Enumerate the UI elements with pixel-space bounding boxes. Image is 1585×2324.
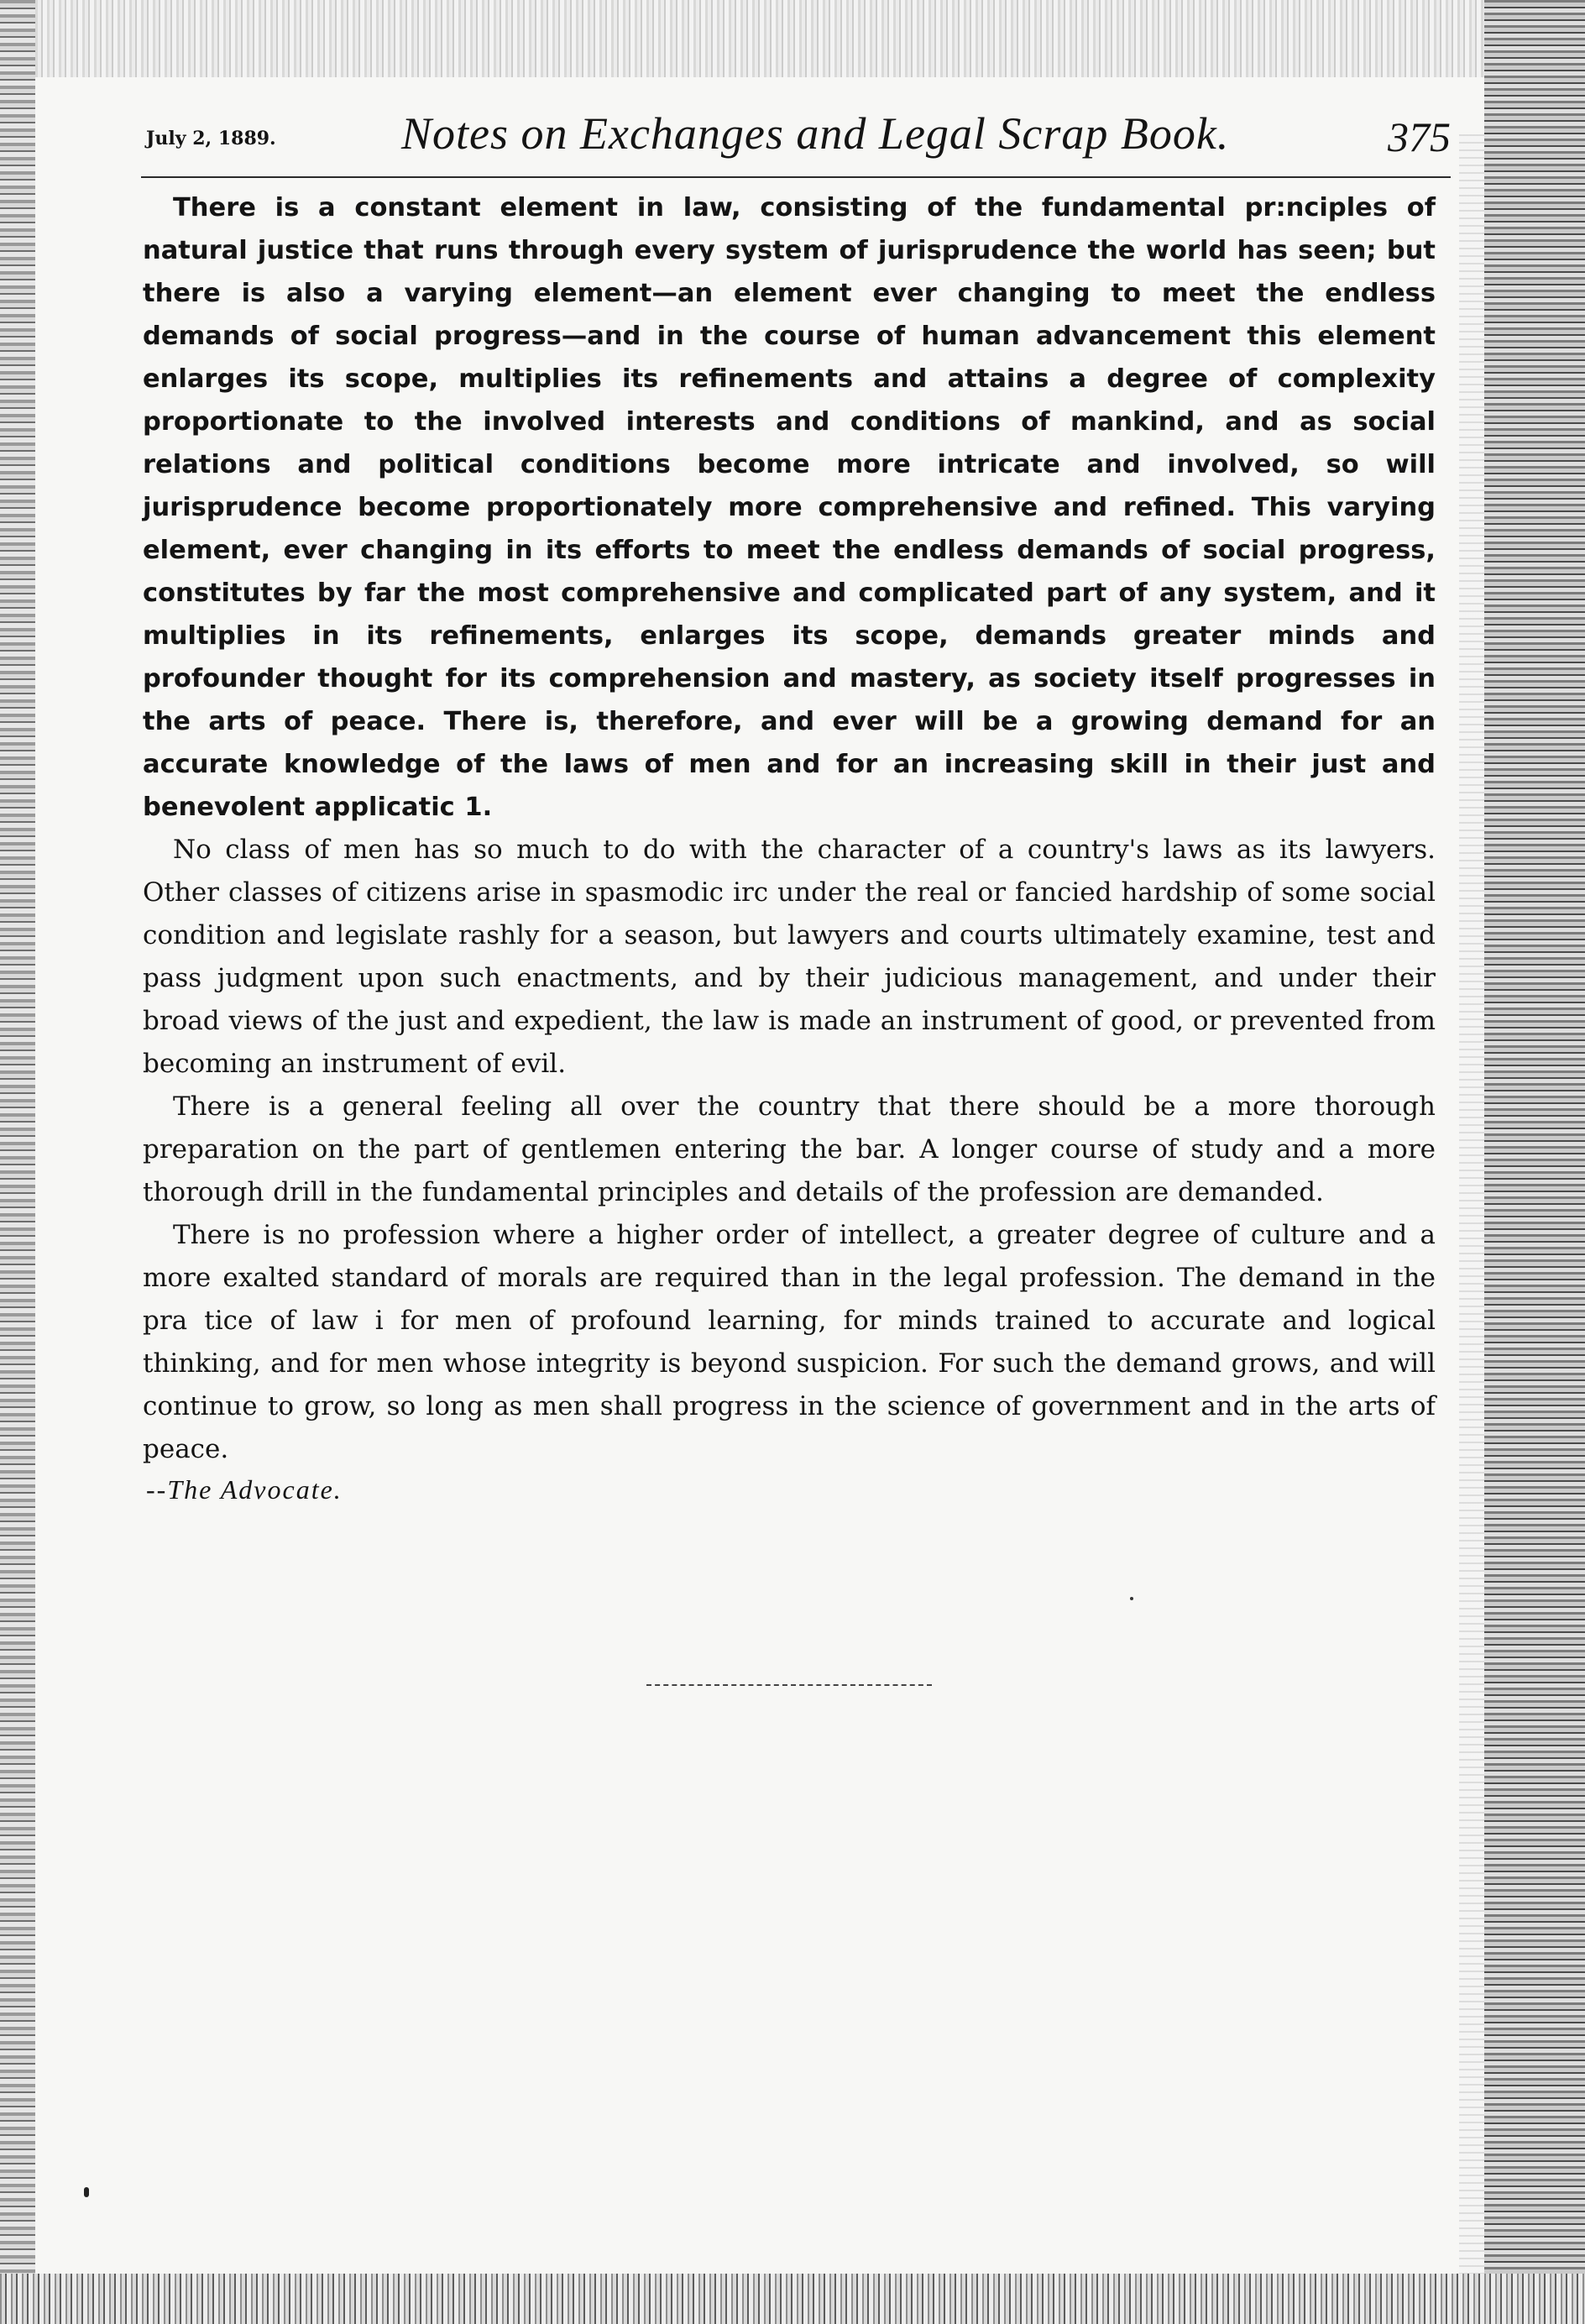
article-body	[143, 186, 1436, 1508]
running-header	[141, 107, 1451, 166]
scan-edge-left	[0, 0, 35, 2324]
scan-edge-top	[0, 0, 1585, 77]
scan-speck	[1130, 1597, 1133, 1600]
header-title: Notes on Exchanges and Legal Scrap Book.	[401, 108, 1230, 159]
paragraph: There is no profession where a higher order of intellect, a greater degree of culture and a more exalted standard of morals are required than in the legal profession. The demand in the pra tice of law i for men of profound learning, for minds trained to accurate and logical thinking, and for men whose integrity is beyond suspicion. For such the demand grows, and will continue to grow, so long as men shall progress in the science of government and in the arts of peace.	[143, 1220, 1436, 1464]
source-attribution: --The Advocate.	[146, 1474, 343, 1505]
paragraph: There is a general feeling all over the country that there should be a more thorough preparation on the part of gentlemen entering the bar. A longer course of study and a more thorough drill in the fundamental principles and details of the profession are demanded.	[143, 1091, 1436, 1207]
scan-edge-right-inner	[1459, 134, 1484, 2284]
scan-edge-right	[1484, 0, 1585, 2324]
paragraph: There is a constant element in law, consisting of the fundamental pr:nciples of natural justice that runs through every system of jurisprudence the world has seen; but there is also a varying element—an element ever changing to meet the endless demands of social progress—and in the course of human advancement this element enlarges its scope, multiplies its refinements and attains a degree of complexity proportionate to the involved interests and conditions of mankind, and as social relations and political conditions become more intricate and involved, so will jurisprudence become proportionately more comprehensive and refined. This varying element, ever changing in its efforts to meet the endless demands of social progress, constitutes by far the most comprehensive and complicated part of any system, and it multiplies in its refinements, enlarges its scope, demands greater minds and profounder thought for its comprehension and mastery, as society itself progresses in the arts of peace. There is, therefore, and ever will be a growing demand for an accurate knowledge of the laws of men and for an increasing skill in their just and benevolent applicatic 1.	[143, 193, 1436, 822]
scan-speck	[84, 2187, 89, 2197]
header-rule	[141, 176, 1451, 178]
scan-edge-bottom	[0, 2274, 1585, 2324]
header-date: July 2, 1889.	[146, 128, 276, 149]
page-number: 375	[1388, 113, 1451, 160]
section-end-rule	[646, 1684, 932, 1686]
paragraph: No class of men has so much to do with the character of a country's laws as its lawyers. Other classes of citizens arise in spasmodic irc under the real or fancied hardship of some social condition and legislate rashly for a season, but lawyers and courts ultimately examine, test and pass judgment upon such enactments, and by their judicious management, and under their broad views of the just and expedient, the law is made an instrument of good, or prevented from becoming an instrument of evil.	[143, 835, 1436, 1079]
